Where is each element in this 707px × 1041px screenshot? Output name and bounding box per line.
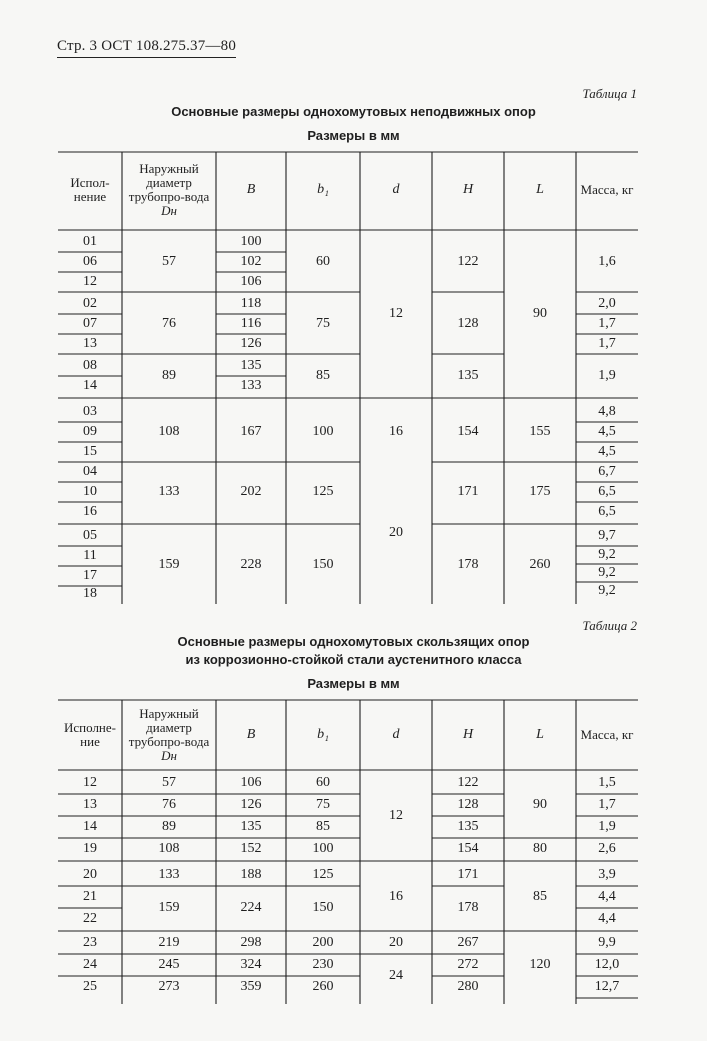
t1-B: 202 <box>240 484 262 499</box>
t2-b1: 60 <box>316 775 330 790</box>
t2-b1: 75 <box>316 797 330 812</box>
t2-dn: 108 <box>158 841 180 856</box>
t2-b1: 200 <box>312 935 334 950</box>
t2-b1: 230 <box>312 957 334 972</box>
t2-id: 19 <box>83 841 97 856</box>
t1-mass: 1,7 <box>598 316 616 331</box>
t1-mass: 4,8 <box>598 404 616 419</box>
t1-col-header-mass: Масса, кг <box>580 182 634 197</box>
t2-H: 280 <box>457 979 479 994</box>
t1-col-header-B: B <box>246 182 256 197</box>
t1-B: 116 <box>240 316 262 331</box>
t1-dn: 57 <box>162 254 176 269</box>
t1-b1: 85 <box>316 368 330 383</box>
t1-B: 118 <box>240 296 262 311</box>
t2-col-header-H: H <box>462 727 474 742</box>
t1-mass: 1,9 <box>598 368 616 383</box>
t1-H: 178 <box>457 557 479 572</box>
t2-H: 135 <box>457 819 479 834</box>
t1-dn: 89 <box>162 368 176 383</box>
t2-B: 152 <box>240 841 262 856</box>
t2-id: 22 <box>83 911 97 926</box>
t1-b1: 150 <box>312 557 334 572</box>
t1-id: 01 <box>83 234 97 249</box>
t2-B: 324 <box>240 957 262 972</box>
table1-title: Основные размеры однохомутовых неподвижных опор <box>171 104 536 119</box>
t1-id: 05 <box>83 528 97 543</box>
t1-id: 07 <box>83 316 97 331</box>
t2-B: 298 <box>240 935 262 950</box>
t1-B: 106 <box>240 274 262 289</box>
t2-d: 20 <box>389 935 403 950</box>
table2-units: Размеры в мм <box>307 676 400 691</box>
t1-B: 167 <box>240 424 262 439</box>
t1-mass: 6,5 <box>598 484 616 499</box>
t2-id: 20 <box>83 867 97 882</box>
t1-col-header-dn-text: Наружный диаметр трубопро-вода <box>128 161 210 204</box>
t2-id: 23 <box>83 935 97 950</box>
t1-B: 102 <box>240 254 262 269</box>
t2-d: 24 <box>389 968 403 983</box>
t1-id: 14 <box>83 378 97 393</box>
t2-mass: 1,9 <box>598 819 616 834</box>
t2-mass: 9,9 <box>598 935 616 950</box>
t1-dn: 108 <box>158 424 180 439</box>
t2-mass: 2,6 <box>598 841 616 856</box>
t2-b1: 85 <box>316 819 330 834</box>
t1-mass: 9,2 <box>598 583 616 598</box>
t1-mass: 4,5 <box>598 424 616 439</box>
t2-col-header-dn <box>122 700 216 770</box>
t1-col-header-dn-symbol: Dн <box>161 203 177 218</box>
t1-col-header-dn <box>122 152 216 228</box>
t2-id: 24 <box>83 957 97 972</box>
t1-b1: 60 <box>316 254 330 269</box>
t2-mass: 12,7 <box>594 979 620 994</box>
t1-mass: 1,6 <box>598 254 616 269</box>
t1-col-header-d: d <box>392 182 400 197</box>
t2-L: 120 <box>529 957 551 972</box>
t1-L: 260 <box>529 557 551 572</box>
page-header: Стр. 3 ОСТ 108.275.37—80 <box>57 38 236 58</box>
t1-mass: 9,2 <box>598 547 616 562</box>
t1-id: 10 <box>83 484 97 499</box>
t2-b1: 260 <box>312 979 334 994</box>
t2-dn: 219 <box>158 935 180 950</box>
t2-B: 135 <box>240 819 262 834</box>
t1-H: 122 <box>457 254 479 269</box>
t2-id: 21 <box>83 889 97 904</box>
t1-col-header-H: H <box>462 182 474 197</box>
t1-d: 16 <box>389 424 403 439</box>
t1-L: 155 <box>529 424 551 439</box>
t1-dn: 159 <box>158 557 180 572</box>
table1-units: Размеры в мм <box>307 128 400 143</box>
t1-H: 171 <box>457 484 479 499</box>
t1-id: 18 <box>83 586 97 601</box>
t2-mass: 4,4 <box>598 889 616 904</box>
t1-B: 100 <box>240 234 262 249</box>
table2 <box>58 700 638 1004</box>
t2-b1: 100 <box>312 841 334 856</box>
t1-id: 09 <box>83 424 97 439</box>
t1-H: 128 <box>457 316 479 331</box>
t1-b1: 100 <box>312 424 334 439</box>
t2-id: 13 <box>83 797 97 812</box>
t1-id: 02 <box>83 296 97 311</box>
t1-B: 135 <box>240 358 262 373</box>
t2-id: 12 <box>83 775 97 790</box>
t2-H: 154 <box>457 841 479 856</box>
t2-H: 128 <box>457 797 479 812</box>
t1-col-header-b1: b₁ <box>317 182 329 197</box>
t1-mass: 2,0 <box>598 296 616 311</box>
t2-col-header-d: d <box>392 727 400 742</box>
t2-H: 122 <box>457 775 479 790</box>
t2-b1: 125 <box>312 867 334 882</box>
t2-dn: 76 <box>162 797 176 812</box>
t1-col-header-id: Испол-нение <box>70 175 110 204</box>
t2-col-header-B: B <box>246 727 256 742</box>
t2-dn: 57 <box>162 775 176 790</box>
t1-mass: 9,7 <box>598 528 616 543</box>
t2-L: 85 <box>533 889 547 904</box>
table1 <box>58 152 638 604</box>
t2-dn: 159 <box>158 900 180 915</box>
t2-col-header-dn-symbol: Dн <box>161 748 177 763</box>
t1-dn: 76 <box>162 316 176 331</box>
t2-dn: 245 <box>158 957 180 972</box>
t1-mass: 4,5 <box>598 444 616 459</box>
t1-id: 04 <box>83 464 97 479</box>
t2-col-header-L: L <box>536 727 544 742</box>
table2-title-line2: из коррозионно-стойкой стали аустенитного класса <box>185 652 522 667</box>
t2-B: 106 <box>240 775 262 790</box>
t1-id: 11 <box>83 548 97 563</box>
t1-mass: 1,7 <box>598 336 616 351</box>
t2-H: 171 <box>457 867 479 882</box>
t1-L: 175 <box>529 484 551 499</box>
t2-mass: 4,4 <box>598 911 616 926</box>
t2-col-header-b1: b₁ <box>317 727 329 742</box>
table2-caption: Таблица 2 <box>582 618 637 633</box>
t1-H: 135 <box>457 368 479 383</box>
t2-L: 80 <box>533 841 547 856</box>
t2-d: 16 <box>389 889 403 904</box>
t2-L: 90 <box>533 797 547 812</box>
t1-b1: 75 <box>316 316 330 331</box>
t2-col-header-id: Исполне-ние <box>64 720 116 749</box>
t1-H: 154 <box>457 424 479 439</box>
t2-col-header-mass: Масса, кг <box>580 727 634 742</box>
t2-H: 267 <box>457 935 479 950</box>
t1-L: 90 <box>533 306 547 321</box>
t1-mass: 6,5 <box>598 504 616 519</box>
t2-dn: 133 <box>158 867 180 882</box>
t1-B: 126 <box>240 336 262 351</box>
t1-d: 20 <box>389 525 403 540</box>
t2-dn: 89 <box>162 819 176 834</box>
t2-b1: 150 <box>312 900 334 915</box>
t2-d: 12 <box>389 808 403 823</box>
t2-mass: 3,9 <box>598 867 616 882</box>
table1-caption: Таблица 1 <box>582 86 637 101</box>
t1-mass: 6,7 <box>598 464 616 479</box>
t2-mass: 12,0 <box>594 957 620 972</box>
t2-H: 178 <box>457 900 479 915</box>
t1-id: 15 <box>83 444 97 459</box>
t1-dn: 133 <box>158 484 180 499</box>
t2-B: 126 <box>240 797 262 812</box>
t1-B: 228 <box>240 557 262 572</box>
t1-col-header-L: L <box>536 182 544 197</box>
t1-id: 17 <box>83 568 97 583</box>
t2-B: 359 <box>240 979 262 994</box>
t1-id: 03 <box>83 404 97 419</box>
t1-mass: 9,2 <box>598 565 616 580</box>
t1-B: 133 <box>240 378 262 393</box>
t2-H: 272 <box>457 957 479 972</box>
t1-id: 06 <box>83 254 97 269</box>
t2-mass: 1,5 <box>598 775 616 790</box>
t2-B: 224 <box>240 900 262 915</box>
t2-id: 14 <box>83 819 97 834</box>
t2-B: 188 <box>240 867 262 882</box>
t1-id: 13 <box>83 336 97 351</box>
t1-d: 12 <box>389 306 403 321</box>
t1-id: 08 <box>83 358 97 373</box>
t1-b1: 125 <box>312 484 334 499</box>
t2-col-header-dn-text: Наружный диаметр трубопро-вода <box>128 706 210 749</box>
t2-dn: 273 <box>158 979 180 994</box>
t1-id: 16 <box>83 504 97 519</box>
t2-mass: 1,7 <box>598 797 616 812</box>
t2-id: 25 <box>83 979 97 994</box>
t1-id: 12 <box>83 274 97 289</box>
table2-title-line1: Основные размеры однохомутовых скользящих опор <box>177 634 530 649</box>
